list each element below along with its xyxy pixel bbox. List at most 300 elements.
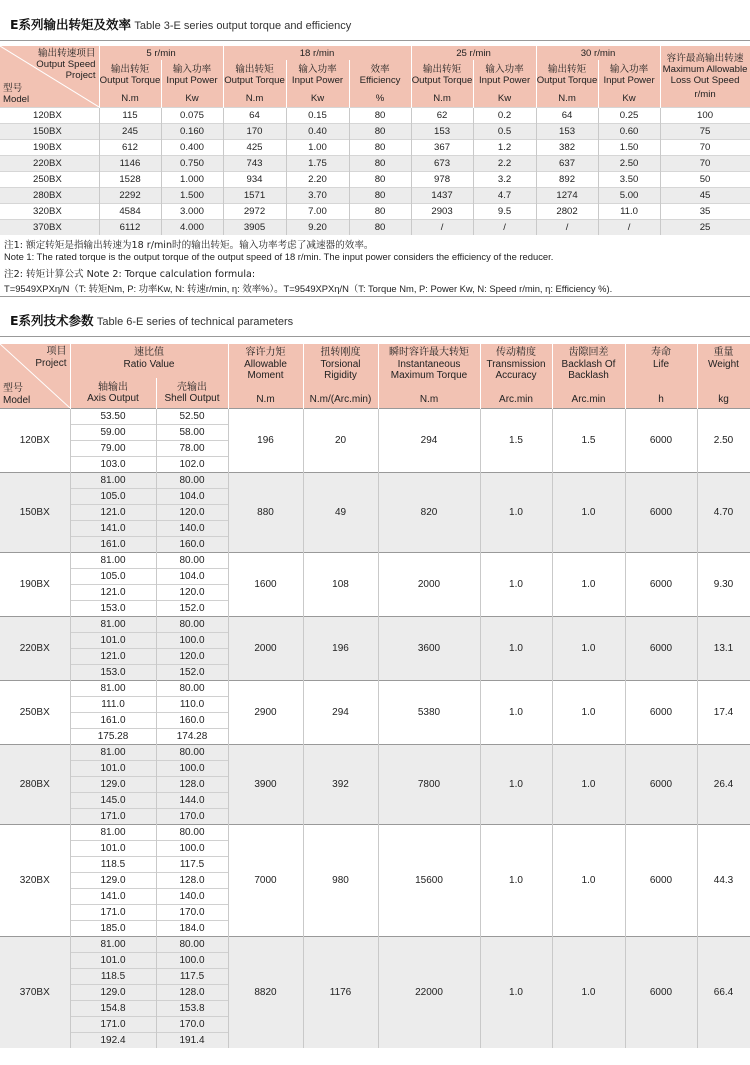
torque-unit-2: N.m — [223, 90, 286, 107]
axis-ratio-cell: 81.00 — [70, 681, 156, 697]
shell-output-en: Shell Output — [164, 393, 220, 405]
table-row — [0, 156, 750, 172]
model-cell: 370BX — [0, 937, 70, 1049]
table-cell: 0.40 — [286, 124, 349, 140]
table-row — [0, 124, 750, 140]
table-cell: 3.000 — [161, 204, 223, 220]
axis-ratio-cell: 81.00 — [70, 617, 156, 633]
table-cell: 80 — [349, 172, 411, 188]
header-line-0: 齿隙回差 — [568, 347, 609, 358]
table-cell: 637 — [536, 156, 598, 172]
shell-ratio-cell: 100.0 — [156, 953, 228, 969]
axis-ratio-cell: 141.0 — [70, 889, 156, 905]
table-cell: 80 — [349, 156, 411, 172]
torque-label-en: Output Torque — [411, 75, 473, 87]
header-line-2: Moment — [247, 370, 284, 381]
table-cell: 0.160 — [161, 124, 223, 140]
corner-project-en2: Project — [65, 70, 96, 82]
param-cell: 2.50 — [697, 409, 750, 473]
header-line-2: Backlash — [568, 370, 609, 381]
axis-ratio-cell: 81.00 — [70, 825, 156, 841]
table-cell: 2.2 — [473, 156, 536, 172]
axis-ratio-cell: 81.00 — [70, 473, 156, 489]
note1-zh: 注1: 额定转矩是指输出转速为18 r/min时的输出转矩。输入功率考虑了减速器的效率。 — [4, 240, 374, 251]
torque-unit-7: N.m — [536, 90, 598, 107]
power-header-8 — [598, 60, 660, 90]
shell-output-zh: 壳输出 — [177, 381, 207, 393]
param-cell: 6000 — [625, 681, 697, 745]
table-cell: 0.60 — [598, 124, 660, 140]
table-cell: 115 — [99, 108, 161, 124]
table2-title — [10, 311, 293, 329]
table-row — [0, 553, 750, 569]
param-cell: 980 — [303, 825, 378, 937]
torque-label-zh: 输出转矩 — [110, 64, 150, 76]
table-cell: 934 — [223, 172, 286, 188]
axis-ratio-cell: 121.0 — [70, 649, 156, 665]
header-line-1: Life — [652, 358, 670, 370]
param-cell: 44.3 — [697, 825, 750, 937]
table-cell: 5.00 — [598, 188, 660, 204]
table-cell: 170 — [223, 124, 286, 140]
header-labels — [626, 347, 697, 370]
param-cell: 5380 — [378, 681, 480, 745]
model-cell: 320BX — [0, 204, 99, 220]
model-cell: 150BX — [0, 473, 70, 553]
shell-ratio-cell: 80.00 — [156, 553, 228, 569]
axis-ratio-cell: 105.0 — [70, 489, 156, 505]
param-cell: 196 — [228, 409, 303, 473]
table-cell: 0.15 — [286, 108, 349, 124]
model-cell: 250BX — [0, 172, 99, 188]
shell-ratio-cell: 152.0 — [156, 601, 228, 617]
table-cell: 80 — [349, 124, 411, 140]
torque-header-5 — [411, 60, 473, 90]
table-cell: 3.70 — [286, 188, 349, 204]
param-cell: 1.0 — [480, 681, 552, 745]
param-cell: 1.0 — [552, 937, 625, 1049]
torque-unit-5: N.m — [411, 90, 473, 107]
header-line-1: Allowable — [244, 358, 287, 370]
shell-ratio-cell: 140.0 — [156, 521, 228, 537]
table-cell: 1.75 — [286, 156, 349, 172]
shell-ratio-cell: 170.0 — [156, 809, 228, 825]
table-row — [0, 937, 750, 953]
shell-ratio-cell: 78.00 — [156, 441, 228, 457]
table-cell: 892 — [536, 172, 598, 188]
param-cell: 1.0 — [480, 825, 552, 937]
axis-ratio-cell: 81.00 — [70, 937, 156, 953]
header-stack — [304, 345, 378, 407]
param-cell: 392 — [303, 745, 378, 825]
param-cell: 8820 — [228, 937, 303, 1049]
header-stack — [481, 345, 552, 407]
table-cell: / — [473, 220, 536, 236]
table-cell: 1.500 — [161, 188, 223, 204]
table-row — [0, 108, 750, 124]
shell-ratio-cell: 52.50 — [156, 409, 228, 425]
axis-ratio-cell: 79.00 — [70, 441, 156, 457]
shell-ratio-cell: 174.28 — [156, 729, 228, 745]
param-cell: 1.0 — [480, 745, 552, 825]
power-unit-8: Kw — [598, 90, 660, 107]
table-cell: 45 — [660, 188, 750, 204]
power-unit-3: Kw — [286, 90, 349, 107]
axis-ratio-cell: 129.0 — [70, 985, 156, 1001]
table-cell: 0.400 — [161, 140, 223, 156]
table-cell: 367 — [411, 140, 473, 156]
header-labels — [229, 347, 303, 382]
header-line-2: Maximum Torque — [390, 370, 468, 381]
table-cell: 1.2 — [473, 140, 536, 156]
param-cell: 20 — [303, 409, 378, 473]
table-cell: 3.50 — [598, 172, 660, 188]
shell-ratio-cell: 100.0 — [156, 761, 228, 777]
shell-ratio-cell: 170.0 — [156, 1017, 228, 1033]
speed-group-30: 30 r/min — [536, 46, 660, 60]
axis-ratio-cell: 111.0 — [70, 697, 156, 713]
shell-ratio-cell: 58.00 — [156, 425, 228, 441]
header-line-1: Backlash Of — [561, 358, 616, 370]
axis-ratio-cell: 59.00 — [70, 425, 156, 441]
shell-ratio-cell: 117.5 — [156, 857, 228, 873]
header-line-1: Torsional — [320, 358, 361, 370]
table1-corner-cell — [0, 46, 99, 108]
shell-ratio-cell: 160.0 — [156, 713, 228, 729]
param-cell: 22000 — [378, 937, 480, 1049]
eff-label-zh: 效率 — [370, 64, 390, 76]
param-cell: 3900 — [228, 745, 303, 825]
header-stack — [229, 345, 303, 407]
header-stack — [698, 345, 750, 407]
header-labels — [304, 347, 378, 382]
param-cell: 3600 — [378, 617, 480, 681]
torque-label-zh: 输出转矩 — [547, 64, 587, 76]
speed-group-18: 18 r/min — [223, 46, 411, 60]
table-cell: 7.00 — [286, 204, 349, 220]
shell-ratio-cell: 104.0 — [156, 489, 228, 505]
header-labels — [698, 347, 750, 370]
header-labels — [553, 347, 625, 382]
table-cell: 2.50 — [598, 156, 660, 172]
corner-project-zh: 输出转速项目 — [37, 48, 96, 59]
t2-corner-model-en: Model — [3, 394, 31, 406]
torque-header-2 — [223, 60, 286, 90]
table-cell: 62 — [411, 108, 473, 124]
table-cell: 2.20 — [286, 172, 349, 188]
model-cell: 120BX — [0, 108, 99, 124]
shell-output-header — [156, 378, 228, 408]
table-row — [0, 473, 750, 489]
shell-ratio-cell: 128.0 — [156, 985, 228, 1001]
table-cell: 2292 — [99, 188, 161, 204]
header-unit: Arc.min — [571, 393, 606, 405]
axis-ratio-cell: 171.0 — [70, 1017, 156, 1033]
table-cell: 612 — [99, 140, 161, 156]
technical-params-table — [0, 344, 750, 1048]
max-speed-unit: r/min — [694, 89, 716, 101]
param-cell: 4.70 — [697, 473, 750, 553]
shell-ratio-cell: 120.0 — [156, 585, 228, 601]
torque-header-7 — [536, 60, 598, 90]
param-cell: 880 — [228, 473, 303, 553]
table-cell: 1437 — [411, 188, 473, 204]
param-cell: 1.0 — [552, 473, 625, 553]
transmission-accuracy-header — [480, 344, 552, 409]
model-cell: 220BX — [0, 617, 70, 681]
param-cell: 1.5 — [480, 409, 552, 473]
param-cell: 820 — [378, 473, 480, 553]
shell-ratio-cell: 120.0 — [156, 649, 228, 665]
table-cell: 80 — [349, 188, 411, 204]
axis-ratio-cell: 101.0 — [70, 633, 156, 649]
corner-project-en1: Output Speed — [36, 59, 96, 71]
model-cell: 150BX — [0, 124, 99, 140]
param-cell: 1.0 — [480, 937, 552, 1049]
table-cell: 0.750 — [161, 156, 223, 172]
axis-ratio-cell: 153.0 — [70, 601, 156, 617]
table-row — [0, 172, 750, 188]
param-cell: 2000 — [228, 617, 303, 681]
shell-ratio-cell: 144.0 — [156, 793, 228, 809]
torque-label-zh: 输出转矩 — [422, 64, 462, 76]
model-cell: 190BX — [0, 553, 70, 617]
axis-ratio-cell: 53.50 — [70, 409, 156, 425]
header-unit: N.m/(Arc.min) — [309, 393, 372, 405]
table-row — [0, 745, 750, 761]
axis-output-header — [70, 378, 156, 408]
table-cell: 75 — [660, 124, 750, 140]
table-cell: 70 — [660, 140, 750, 156]
life-header — [625, 344, 697, 409]
axis-ratio-cell: 101.0 — [70, 761, 156, 777]
axis-ratio-cell: 101.0 — [70, 953, 156, 969]
axis-output-zh: 轴输出 — [98, 381, 128, 393]
header-line-1: Transmission — [486, 358, 546, 370]
shell-ratio-cell: 110.0 — [156, 697, 228, 713]
table-cell: 50 — [660, 172, 750, 188]
shell-ratio-cell: 80.00 — [156, 681, 228, 697]
param-cell: 108 — [303, 553, 378, 617]
table-cell: / — [598, 220, 660, 236]
table-cell: 4584 — [99, 204, 161, 220]
param-cell: 1600 — [228, 553, 303, 617]
max-speed-header — [660, 46, 750, 108]
allowable-moment-header — [228, 344, 303, 409]
header-line-0: 寿命 — [651, 347, 671, 358]
axis-ratio-cell: 81.00 — [70, 745, 156, 761]
power-unit-1: Kw — [161, 90, 223, 107]
table2-top-rule — [0, 336, 750, 337]
axis-ratio-cell: 192.4 — [70, 1033, 156, 1049]
table-cell: 1274 — [536, 188, 598, 204]
shell-ratio-cell: 100.0 — [156, 841, 228, 857]
table-cell: 11.0 — [598, 204, 660, 220]
param-cell: 26.4 — [697, 745, 750, 825]
table-cell: 80 — [349, 220, 411, 236]
table-cell: 153 — [411, 124, 473, 140]
power-header-3 — [286, 60, 349, 90]
header-stack — [553, 345, 625, 407]
param-cell: 7800 — [378, 745, 480, 825]
header-line-1: Instantaneous — [397, 358, 461, 370]
shell-ratio-cell: 128.0 — [156, 873, 228, 889]
axis-ratio-cell: 129.0 — [70, 873, 156, 889]
table-cell: 9.20 — [286, 220, 349, 236]
shell-ratio-cell: 80.00 — [156, 473, 228, 489]
param-cell: 7000 — [228, 825, 303, 937]
header-labels — [379, 347, 480, 382]
power-label-en: Input Power — [166, 75, 218, 87]
table-cell: 0.2 — [473, 108, 536, 124]
param-cell: 2900 — [228, 681, 303, 745]
axis-ratio-cell: 171.0 — [70, 809, 156, 825]
table-cell: 1.000 — [161, 172, 223, 188]
header-stack — [626, 345, 697, 407]
table-cell: 6112 — [99, 220, 161, 236]
shell-ratio-cell: 80.00 — [156, 825, 228, 841]
power-label-en: Input Power — [603, 75, 655, 87]
header-stack — [379, 345, 480, 407]
axis-output-en: Axis Output — [87, 393, 139, 405]
table-cell: 1146 — [99, 156, 161, 172]
table-cell: 425 — [223, 140, 286, 156]
header-unit: kg — [718, 393, 729, 405]
power-label-en: Input Power — [478, 75, 531, 87]
header-line-2: Rigidity — [324, 370, 357, 381]
axis-ratio-cell: 118.5 — [70, 857, 156, 873]
param-cell: 1.0 — [480, 473, 552, 553]
model-cell: 120BX — [0, 409, 70, 473]
axis-ratio-cell: 121.0 — [70, 505, 156, 521]
shell-ratio-cell: 191.4 — [156, 1033, 228, 1049]
param-cell: 1.5 — [552, 409, 625, 473]
param-cell: 15600 — [378, 825, 480, 937]
param-cell: 6000 — [625, 825, 697, 937]
header-line-0: 容许力矩 — [245, 347, 286, 358]
torque-unit-0: N.m — [99, 90, 161, 107]
ratio-value-header — [70, 344, 228, 378]
table-row — [0, 140, 750, 156]
table-row — [0, 409, 750, 425]
model-cell: 220BX — [0, 156, 99, 172]
backlash-header — [552, 344, 625, 409]
param-cell: 1.0 — [480, 617, 552, 681]
param-cell: 1.0 — [480, 553, 552, 617]
table-cell: 4.000 — [161, 220, 223, 236]
axis-ratio-cell: 175.28 — [70, 729, 156, 745]
shell-ratio-cell: 170.0 — [156, 905, 228, 921]
power-header-1 — [161, 60, 223, 90]
axis-ratio-cell: 101.0 — [70, 841, 156, 857]
table-cell: 1528 — [99, 172, 161, 188]
table-cell: 64 — [223, 108, 286, 124]
table2-title-en: Table 6-E series of technical parameters — [96, 316, 294, 328]
param-cell: 6000 — [625, 745, 697, 825]
param-cell: 6000 — [625, 473, 697, 553]
table-cell: 1571 — [223, 188, 286, 204]
axis-ratio-cell: 103.0 — [70, 457, 156, 473]
model-cell: 320BX — [0, 825, 70, 937]
table-cell: 1.00 — [286, 140, 349, 156]
table-cell: 978 — [411, 172, 473, 188]
eff-label-en: Efficiency — [359, 75, 401, 87]
header-unit: h — [658, 393, 664, 405]
table-cell: 80 — [349, 108, 411, 124]
axis-ratio-cell: 154.8 — [70, 1001, 156, 1017]
param-cell: 13.1 — [697, 617, 750, 681]
param-cell: 6000 — [625, 553, 697, 617]
param-cell: 6000 — [625, 617, 697, 681]
table-cell: 100 — [660, 108, 750, 124]
header-line-0: 瞬时容许最大转矩 — [389, 347, 469, 358]
table-cell: 153 — [536, 124, 598, 140]
torque-label-en: Output Torque — [99, 75, 161, 87]
header-line-0: 重量 — [713, 347, 734, 358]
model-cell: 190BX — [0, 140, 99, 156]
table-cell: 743 — [223, 156, 286, 172]
param-cell: 196 — [303, 617, 378, 681]
ratio-value-zh: 速比值 — [134, 347, 164, 358]
table-row — [0, 825, 750, 841]
power-label-zh: 输入功率 — [609, 64, 649, 76]
ratio-value-en: Ratio Value — [123, 358, 175, 370]
max-torque-header — [378, 344, 480, 409]
table-cell: 35 — [660, 204, 750, 220]
header-labels — [481, 347, 552, 382]
param-cell: 1.0 — [552, 617, 625, 681]
power-label-en: Input Power — [291, 75, 344, 87]
table-cell: 9.5 — [473, 204, 536, 220]
axis-ratio-cell: 105.0 — [70, 569, 156, 585]
model-cell: 280BX — [0, 745, 70, 825]
t2-corner-model-zh: 型号 — [3, 383, 23, 394]
axis-ratio-cell: 161.0 — [70, 537, 156, 553]
eff-header-4 — [349, 60, 411, 90]
t2-corner-project-en: Project — [35, 357, 67, 369]
table-cell: 2972 — [223, 204, 286, 220]
table-row — [0, 617, 750, 633]
param-cell: 1.0 — [552, 553, 625, 617]
table-cell: 64 — [536, 108, 598, 124]
shell-ratio-cell: 128.0 — [156, 777, 228, 793]
param-cell: 294 — [303, 681, 378, 745]
table-cell: 4.7 — [473, 188, 536, 204]
header-unit: N.m — [256, 393, 275, 405]
weight-header — [697, 344, 750, 409]
model-cell: 370BX — [0, 220, 99, 236]
note2-line1: 注2: 转矩计算公式 Note 2: Torque calculation formula: — [4, 269, 256, 280]
axis-ratio-cell: 129.0 — [70, 777, 156, 793]
shell-ratio-cell: 102.0 — [156, 457, 228, 473]
torque-label-zh: 输出转矩 — [235, 64, 274, 76]
table2-corner-cell — [0, 344, 70, 409]
table-cell: 245 — [99, 124, 161, 140]
model-cell: 250BX — [0, 681, 70, 745]
axis-ratio-cell: 145.0 — [70, 793, 156, 809]
table-row — [0, 188, 750, 204]
shell-ratio-cell: 140.0 — [156, 889, 228, 905]
table-cell: 2802 — [536, 204, 598, 220]
table-cell: 382 — [536, 140, 598, 156]
corner-model-zh: 型号 — [3, 82, 23, 94]
header-line-1: Weight — [708, 358, 739, 370]
param-cell: 6000 — [625, 409, 697, 473]
torque-label-en: Output Torque — [536, 75, 598, 87]
table-row — [0, 204, 750, 220]
shell-ratio-cell: 117.5 — [156, 969, 228, 985]
header-line-0: 扭转刚度 — [320, 347, 361, 358]
